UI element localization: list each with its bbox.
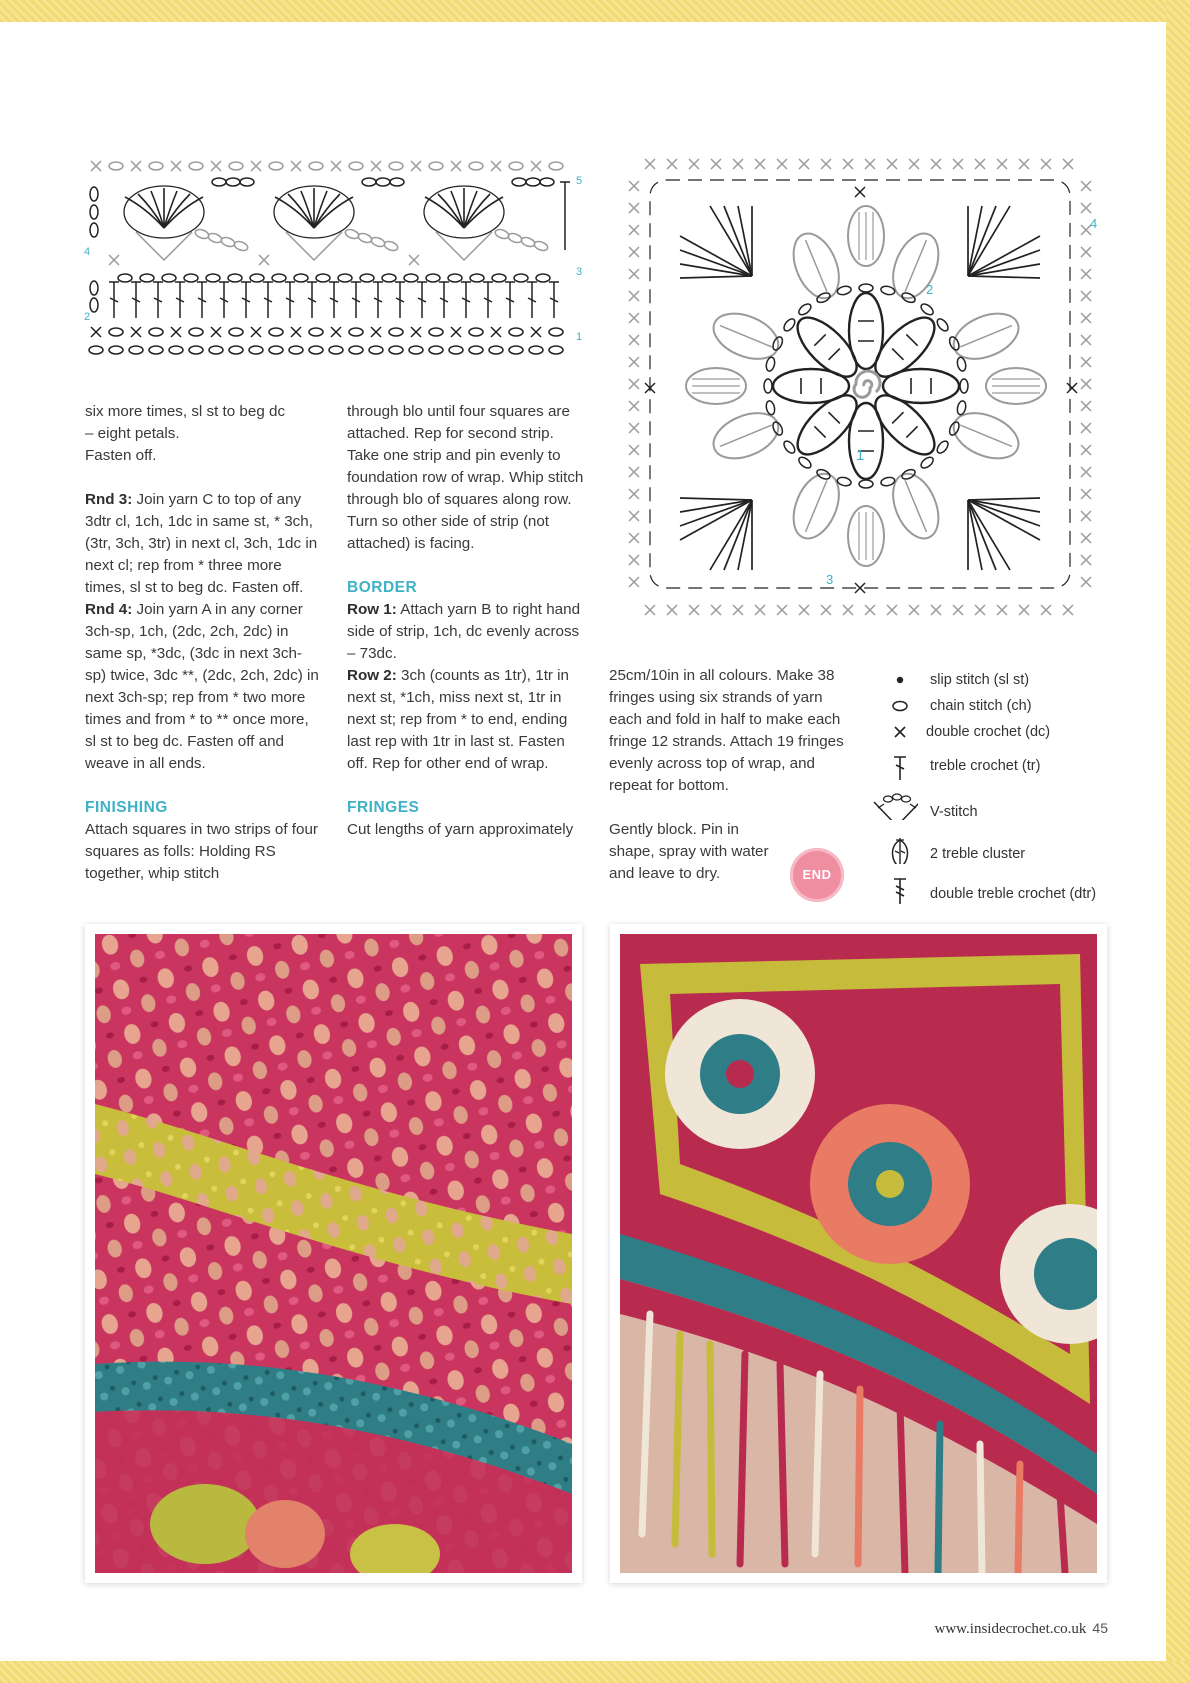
border-row-2 — [347, 665, 587, 775]
row-number-2: 2 — [84, 311, 91, 323]
white-flower-motif — [665, 999, 815, 1149]
blocking-text: Gently block. Pin in shape, spray with water and leave to dry. — [609, 821, 769, 882]
slip-stitch-symbol — [876, 668, 924, 696]
key-row-chain-stitch — [876, 694, 1166, 722]
coral-flower-motif — [810, 1104, 970, 1264]
key-row-double-treble — [876, 876, 1166, 910]
key-label: chain stitch (ch) — [930, 698, 1032, 714]
granny-square-fringe-image — [620, 934, 1097, 1573]
row1-label: Row 1: — [347, 601, 397, 618]
text-column-2 — [347, 401, 587, 841]
strip-instructions: through blo until four squares are attached. Rep for second strip. Take one strip and pin evenly to foundation row of wrap. Whip stitch through blo of squares along row. Turn so other side of strip (not attached) is facing. — [347, 403, 584, 552]
rnd3-text: Join yarn C to top of any 3dtr cl, 1ch, 1dc in same st, * 3ch, (3tr, 3ch, 3tr) in next cl, 3ch, 1dc in next cl; rep from * three more times, sl st to beg dc. Fasten off. — [85, 491, 318, 596]
key-row-v-stitch — [876, 792, 1166, 832]
row-number-4: 4 — [84, 246, 91, 258]
finishing-heading: FINISHING — [85, 799, 168, 816]
rnd3-label: Rnd 3: — [85, 491, 133, 508]
row1-text: Attach yarn B to right hand side of strip, 1ch, dc evenly across – 73dc. — [347, 601, 581, 662]
row-number-3: 3 — [576, 266, 583, 278]
page-footer — [935, 1620, 1108, 1638]
decorative-frame-bottom — [0, 1661, 1190, 1683]
square-motif-chart — [628, 158, 1108, 626]
strip-stitch-chart — [84, 160, 594, 360]
round-4-instructions — [85, 599, 320, 775]
text-column-1 — [85, 401, 320, 885]
round-number-4: 4 — [1090, 216, 1098, 231]
key-label: 2 treble cluster — [930, 846, 1026, 862]
fringes-heading: FRINGES — [347, 799, 420, 816]
double-treble-crochet-symbol — [876, 876, 924, 904]
round-3-instructions — [85, 489, 320, 599]
decorative-frame-right — [1166, 0, 1190, 1683]
key-label: slip stitch (sl st) — [930, 672, 1030, 688]
double-crochet-symbol — [876, 720, 924, 748]
treble-cluster-symbol — [876, 836, 924, 864]
chain-stitch-symbol — [876, 694, 924, 722]
key-label: treble crochet (tr) — [930, 758, 1041, 774]
row2-text: 3ch (counts as 1tr), 1tr in next st, *1ch, miss next st, 1tr in next st; rep from * to end, ending last rep with 1tr in last st. Fasten off. Rep for other end of wrap. — [347, 667, 570, 772]
text-line: – eight petals. — [85, 425, 180, 442]
text-line: six more times, sl st to beg dc — [85, 403, 286, 420]
row2-label: Row 2: — [347, 667, 397, 684]
pink-lace-texture-image — [95, 934, 572, 1573]
key-label: double crochet (dc) — [926, 724, 1051, 740]
key-row-treble-crochet — [876, 754, 1166, 782]
rnd4-label: Rnd 4: — [85, 601, 133, 618]
v-stitch-symbol — [870, 792, 918, 820]
finishing-text: Attach squares in two strips of four squares as folls: Holding RS together, whip stitch — [85, 821, 318, 882]
website-url[interactable]: www.insidecrochet.co.uk — [934, 1621, 1087, 1637]
fringes-continued-text: 25cm/10in in all colours. Make 38 fringes using six strands of yarn each and fold in half to make each fringe 12 strands. Attach 19 fringes evenly across top of wrap, and repeat for bottom. — [609, 667, 844, 794]
row-number-5: 5 — [576, 175, 583, 187]
border-row-1 — [347, 599, 587, 665]
key-row-slip-stitch — [876, 668, 1166, 696]
key-label: double treble crochet (dtr) — [930, 886, 1097, 902]
end-badge: END — [790, 848, 844, 902]
round-number-3: 3 — [826, 572, 834, 587]
fringes-text: Cut lengths of yarn approximately — [347, 821, 574, 838]
rnd4-text: Join yarn A in any corner 3ch-sp, 1ch, (2dc, 2ch, 2dc) in same sp, *3dc, (3dc in next 3ch-sp) twice, 3dc **, (2dc, 2ch, 2dc) in next 3ch-sp; rep from * two more times and from * to ** once more, sl st to beg dc. Fasten off and weave in all ends. — [85, 601, 319, 772]
text-line: Fasten off. — [85, 447, 157, 464]
page-number: 45 — [1092, 1620, 1108, 1636]
round-number-2: 2 — [926, 282, 934, 297]
crochet-photo-right — [610, 924, 1107, 1583]
key-label: V-stitch — [930, 804, 978, 820]
border-heading: BORDER — [347, 579, 418, 596]
crochet-photo-left — [85, 924, 582, 1583]
key-row-double-crochet — [876, 720, 1166, 748]
key-row-2-treble-cluster — [876, 836, 1166, 872]
treble-crochet-symbol — [876, 754, 924, 782]
decorative-frame-top — [0, 0, 1190, 22]
row-number-1: 1 — [576, 331, 583, 343]
round-number-1: 1 — [856, 447, 865, 464]
